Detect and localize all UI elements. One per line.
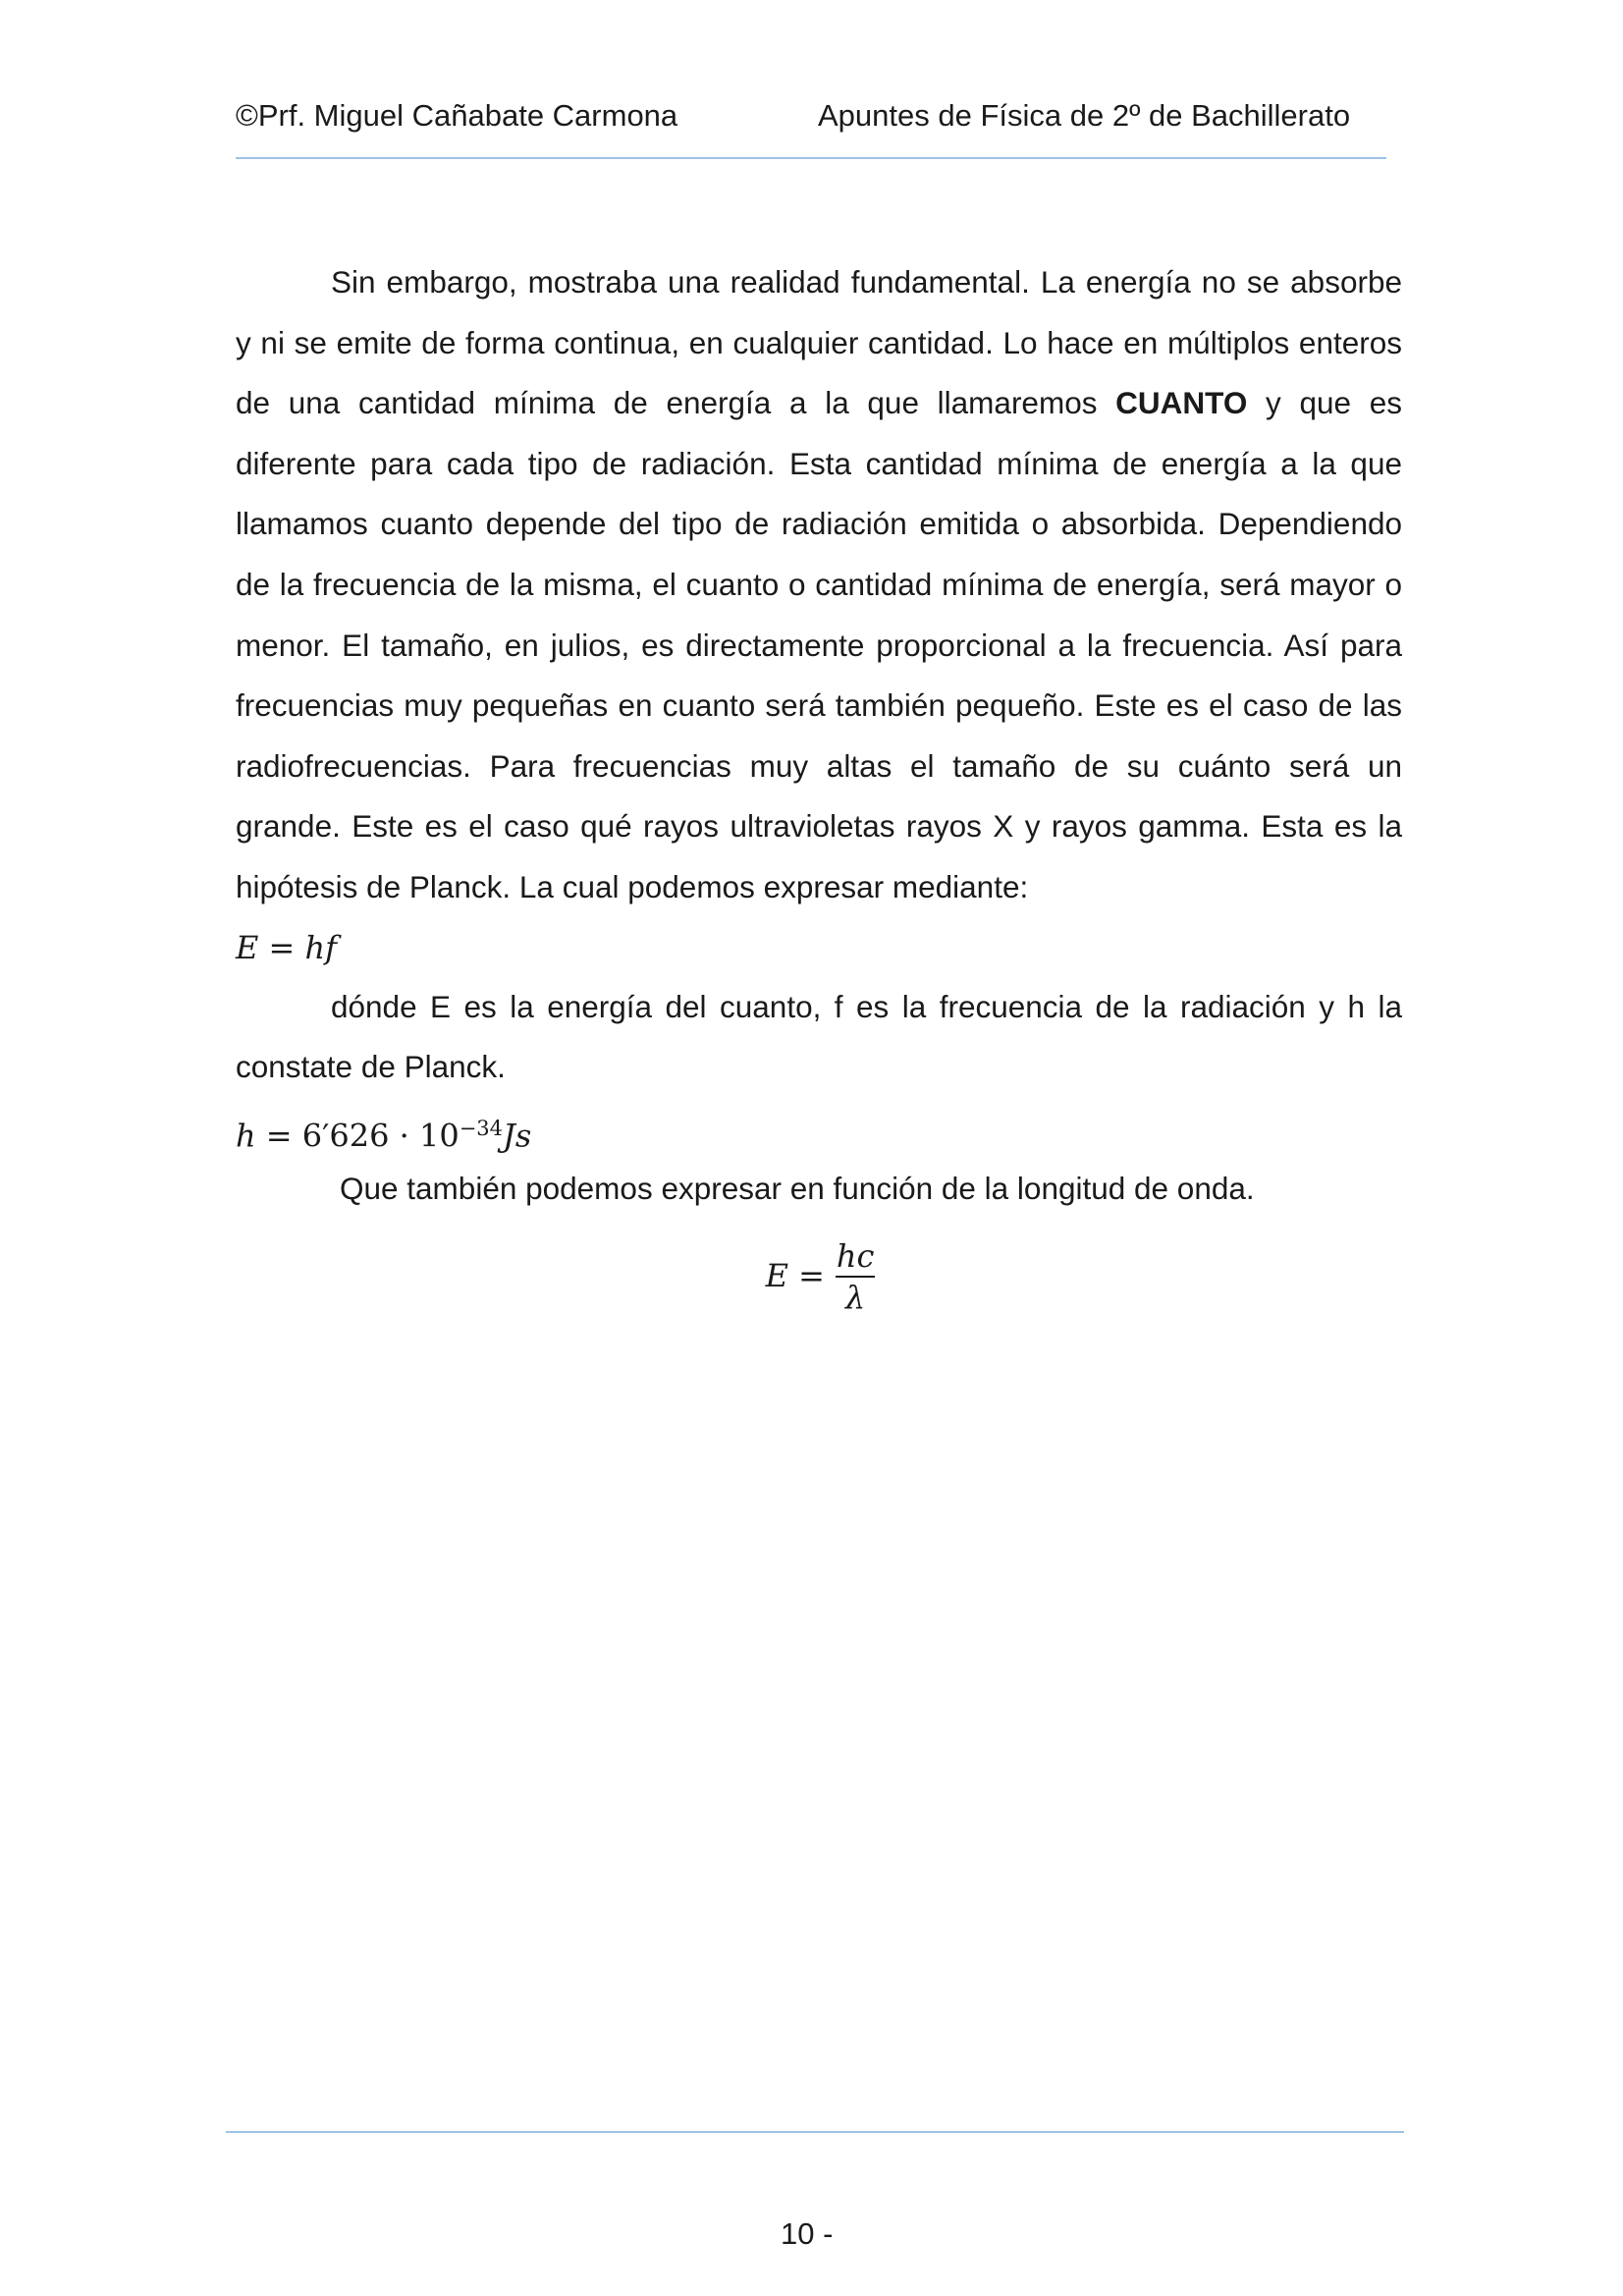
eq-operator: = — [268, 928, 296, 966]
paragraph-definitions: dónde E es la energía del cuanto, f es la frecuencia de la radiación y h la constate de Planck. — [236, 988, 1402, 1085]
equation-planck-constant — [236, 1098, 1402, 1159]
eq-lhs: E — [236, 928, 259, 966]
eq-times: · — [399, 1117, 409, 1155]
header-title: Apuntes de Física de 2º de Bachillerato — [818, 98, 1351, 133]
paragraph-text: Sin embargo, mostraba una realidad fundamental. La energía no se absorbe y ni se emite de forma continua, en cualquier cantidad. Lo hace en múltiplos enteros de una cantidad mínima de energía a la que llamaremos — [236, 264, 1402, 421]
eq-mantissa: 6′626 — [301, 1117, 390, 1155]
fraction — [833, 1236, 879, 1317]
fraction-denominator: λ — [845, 1278, 866, 1316]
eq-base: 10 — [418, 1117, 460, 1155]
eq-operator: = — [798, 1256, 825, 1294]
footer-divider — [226, 2131, 1404, 2133]
page-content — [236, 252, 1402, 1336]
header-divider — [236, 157, 1386, 159]
bold-term-cuanto: CUANTO — [1115, 385, 1248, 421]
eq-rhs: hf — [304, 928, 337, 966]
eq-lhs: E — [765, 1256, 788, 1294]
header-author: ©Prf. Miguel Cañabate Carmona — [236, 98, 678, 133]
fraction-numerator: hc — [836, 1236, 875, 1275]
paragraph-planck-hypothesis — [236, 252, 1402, 918]
eq-unit: Js — [503, 1117, 532, 1155]
equation-energy-frequency — [236, 918, 1402, 977]
page-number: 10 - — [781, 2216, 834, 2251]
eq-exponent: −34 — [459, 1116, 504, 1140]
paragraph-wavelength-intro: Que también podemos expresar en función de la longitud de onda. — [340, 1170, 1255, 1206]
eq-operator: = — [265, 1117, 293, 1155]
paragraph-text: y que es diferente para cada tipo de radiación. Esta cantidad mínima de energía a la que llamamos cuanto depende del tipo de radiación emitida o absorbida. Dependiendo de la frecuencia de la misma, el cuanto o cantidad mínima de energía, será mayor o menor. El tamaño, en julios, es directamente proporcional a la frecuencia. Así para frecuencias muy pequeñas en cuanto será también pequeño. Este es el caso de las radiofrecuencias. Para frecuencias muy altas el tamaño de su cuánto será un grande. Este es el caso qué rayos ultravioletas rayos X y rayos gamma. Esta es la hipótesis de Planck. La cual podemos expresar mediante: — [236, 385, 1402, 904]
equation-energy-wavelength — [236, 1218, 1402, 1336]
eq-lhs: h — [236, 1117, 256, 1155]
